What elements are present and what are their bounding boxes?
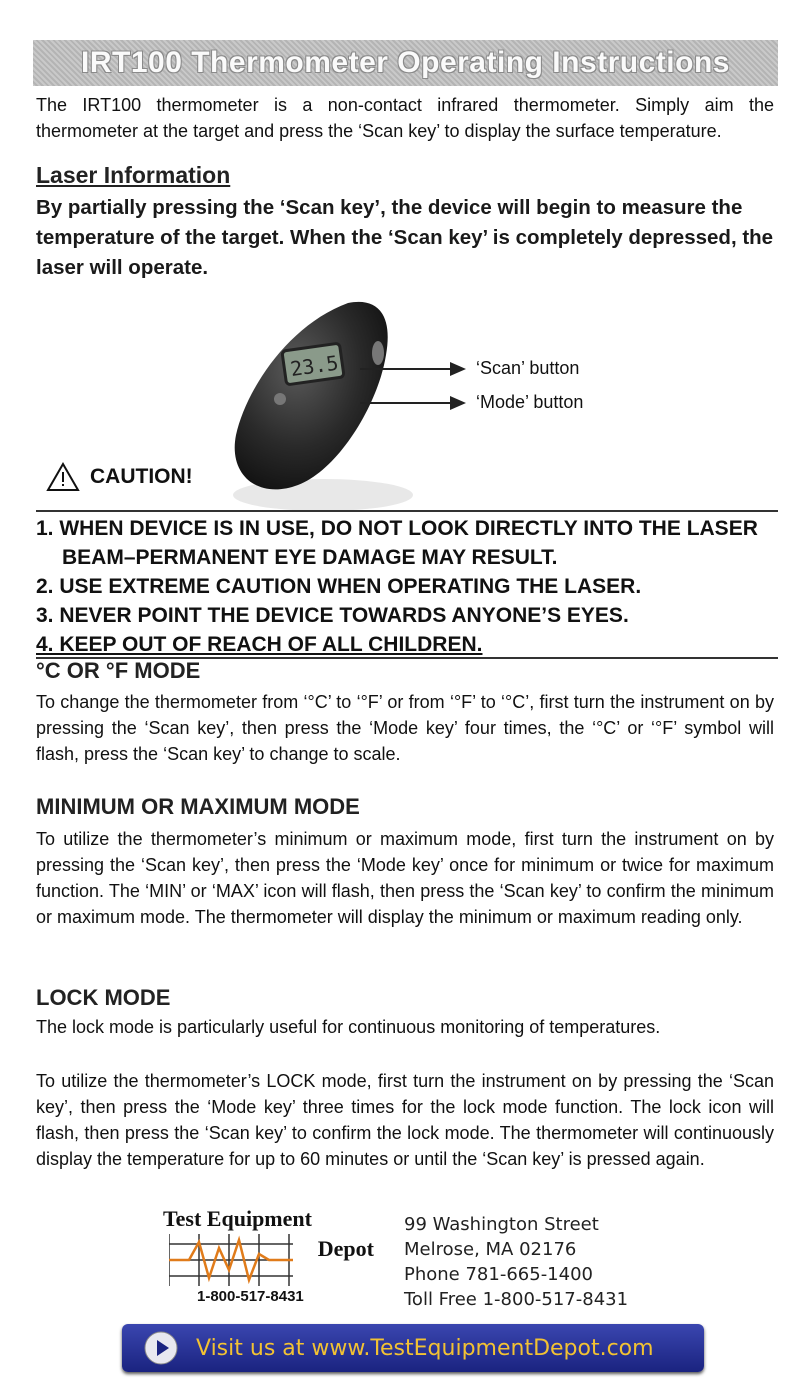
caution-item: 2. USE EXTREME CAUTION WHEN OPERATING THE LASER. <box>36 575 642 598</box>
logo-phone: 1-800-517-8431 <box>197 1288 304 1305</box>
caution-item: BEAM–PERMANENT EYE DAMAGE MAY RESULT. <box>62 546 558 569</box>
logo-text-line2: Depot <box>317 1236 374 1261</box>
minmax-mode-paragraph: To utilize the thermometer’s minimum or maximum mode, first turn the instrument on by pressing the ‘Scan key’, then press the ‘Mode key’ once for minimum or twice for maximum function. The ‘MIN’ or ‘MAX’ icon will flash, then press the ‘Scan key’ to confirm the minimum or maximum mode. The thermometer will display the minimum or maximum reading only. <box>36 829 774 927</box>
mode-arrow <box>360 402 452 404</box>
caution-item: 4. KEEP OUT OF REACH OF ALL CHILDREN. <box>36 633 483 656</box>
caution-list <box>36 514 778 659</box>
logo-text-line1: Test Equipment <box>163 1206 312 1231</box>
scan-callout <box>360 358 579 379</box>
lock-mode-intro: The lock mode is particularly useful for continuous monitoring of temperatures. <box>36 1017 661 1037</box>
company-address <box>404 1212 628 1312</box>
caution-label: CAUTION! <box>90 465 193 488</box>
caution-item: 3. NEVER POINT THE DEVICE TOWARDS ANYONE’S EYES. <box>36 604 629 627</box>
title-banner <box>33 40 778 86</box>
page-title: IRT100 Thermometer Operating Instructions <box>81 46 730 79</box>
intro-paragraph: The IRT100 thermometer is a non-contact infrared thermometer. Simply aim the thermometer at the target and press the ‘Scan key’ to display the surface temperature. <box>36 95 774 141</box>
company-logo <box>163 1206 378 1314</box>
cf-mode-paragraph: To change the thermometer from ‘°C’ to ‘°F’ or from ‘°F’ to ‘°C’, first turn the instrument on by pressing the ‘Scan key’, then press the ‘Mode key’ four times, the ‘°C’ or ‘°F’ symbol will flash, press the ‘Scan key’ to change to scale. <box>36 692 774 764</box>
warning-triangle-icon <box>46 462 80 492</box>
minmax-mode-heading: MINIMUM OR MAXIMUM MODE <box>36 794 360 819</box>
scan-arrow <box>360 368 452 370</box>
laser-heading: Laser Information <box>36 162 231 188</box>
laser-paragraph: By partially pressing the ‘Scan key’, the device will begin to measure the temperature of the target. When the ‘Scan key’ is completely depressed, the laser will operate. <box>36 196 774 279</box>
mode-callout <box>360 392 583 413</box>
mode-button-graphic <box>274 393 286 405</box>
address-line: Phone 781-665-1400 <box>404 1264 593 1285</box>
caution-label-row <box>46 462 193 492</box>
visit-website-banner[interactable] <box>122 1324 704 1372</box>
caution-top-rule <box>36 510 778 512</box>
address-line: Toll Free 1-800-517-8431 <box>404 1289 629 1310</box>
lock-mode-heading: LOCK MODE <box>36 985 171 1010</box>
caution-item: 1. WHEN DEVICE IS IN USE, DO NOT LOOK DIRECTLY INTO THE LASER <box>36 517 758 540</box>
address-line: Melrose, MA 02176 <box>404 1239 577 1260</box>
mode-label: ‘Mode’ button <box>476 392 584 412</box>
address-line: 99 Washington Street <box>404 1214 599 1235</box>
scan-label: ‘Scan’ button <box>476 358 580 378</box>
visit-website-link[interactable]: Visit us at www.TestEquipmentDepot.com <box>196 1335 654 1361</box>
display-reading: 23.5 <box>288 350 340 382</box>
cf-mode-heading: °C OR °F MODE <box>36 658 201 683</box>
lock-mode-paragraph: To utilize the thermometer’s LOCK mode, first turn the instrument on by pressing the ‘Scan key’, then press the ‘Mode key’ three times for the lock mode function. The lock icon will flash, then press the ‘Scan key’ to confirm the lock mode. The thermometer will continuously display the temperature for up to 60 minutes or until the ‘Scan key’ is pressed again. <box>36 1071 774 1169</box>
waveform-icon <box>169 1234 293 1286</box>
play-icon <box>144 1331 178 1365</box>
